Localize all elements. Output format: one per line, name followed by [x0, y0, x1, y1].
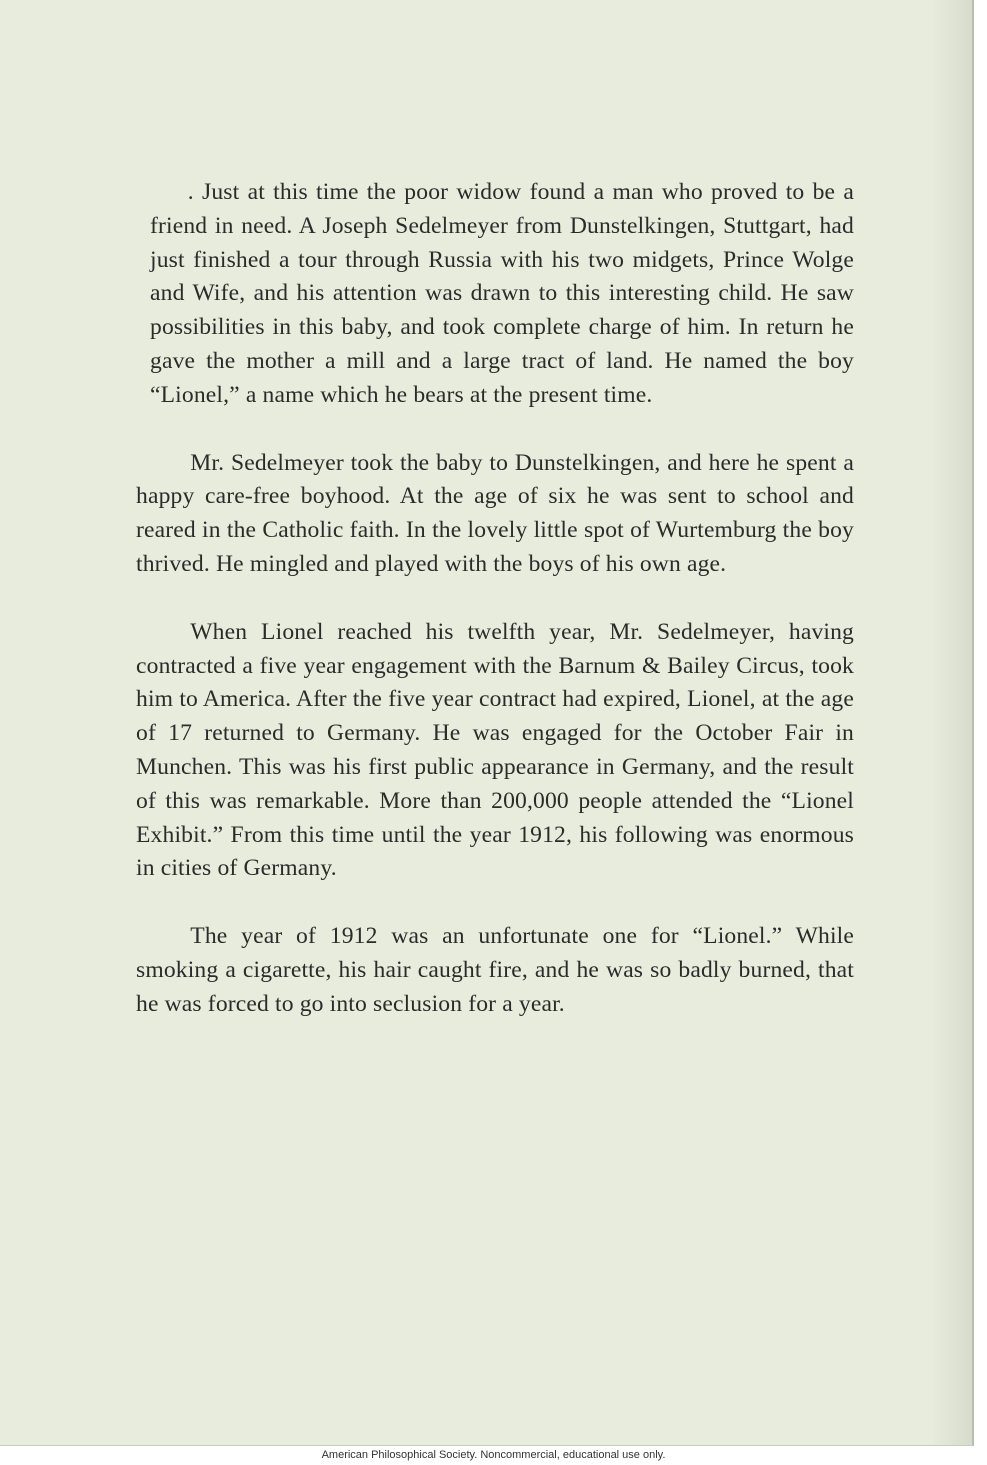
paragraph-1912: The year of 1912 was an unfortunate one for “Lionel.” While smoking a cigarette, his hair caught fire, and he was so badly burned, that he was forced to go into seclusion for a year.	[136, 923, 854, 1017]
copyright-notice: American Philosophical Society. Noncommercial, educational use only.	[321, 1449, 666, 1461]
paper-edge-shadow	[932, 0, 972, 1445]
paragraph-america: When Lionel reached his twelfth year, Mr. Sedelmeyer, having contracted a five year engagement with the Barnum & Bailey Circus, took him to America. After the five year contract had expired, Lionel, at the age of 17 returned to Germany. He was engaged for the October Fair in Munchen. This was his first public appearance in Germany, and the result of this was remarkable. More than 200,000 people attended the “Lionel Exhibit.” From this time until the year 1912, his following was enormous in cities of Germany.	[136, 618, 854, 882]
document-body	[136, 176, 854, 1056]
paragraph-boyhood: Mr. Sedelmeyer took the baby to Dunstelkingen, and here he spent a happy care-free boyhood. At the age of six he was sent to school and reared in the Catholic faith. In the lovely little spot of Wurtemburg the boy thrived. He mingled and played with the boys of his own age.	[136, 449, 854, 577]
paragraph-widow: . Just at this time the poor widow found a man who proved to be a friend in need. A Joseph Sedelmeyer from Dunstelkingen, Stuttgart, had just finished a tour through Russia with his two midgets, Prince Wolge and Wife, and his attention was drawn to this interesting child. He saw possibilities in this baby, and took complete charge of him. In return he gave the mother a mill and a large tract of land. He named the boy “Lionel,” a name which he bears at the present time.	[150, 179, 854, 408]
